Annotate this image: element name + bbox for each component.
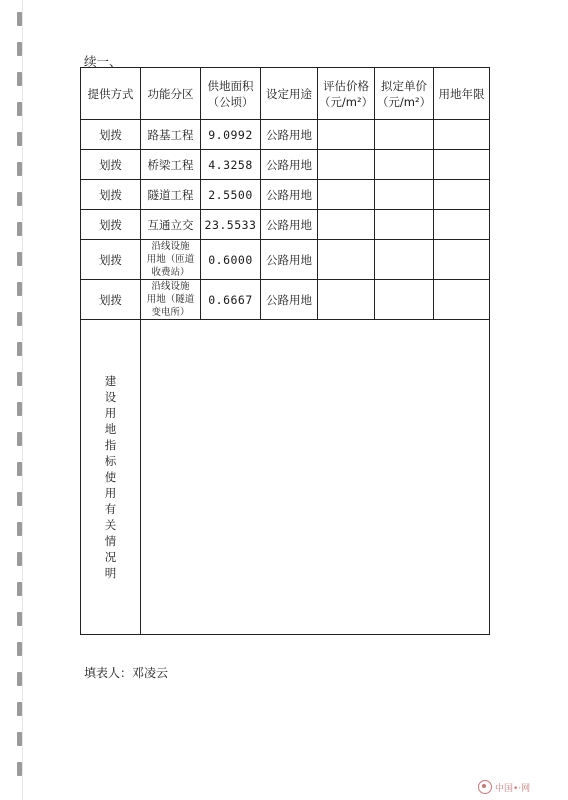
land-area-cell: 2.5500 (201, 180, 261, 210)
binding-hole-mark (17, 402, 22, 416)
notes-label-char: 用 (104, 486, 117, 500)
binding-hole-mark (17, 582, 22, 596)
binding-hole-mark (17, 42, 22, 56)
unit-price-cell (375, 280, 434, 320)
planned-use-cell: 公路用地 (261, 180, 318, 210)
column-header (434, 68, 490, 120)
notes-label-char: 标 (104, 454, 117, 468)
column-header-line: （元/m²） (376, 94, 432, 109)
binding-hole-mark (17, 342, 22, 356)
supply-method-cell: 划拨 (81, 210, 141, 240)
valuation-price-cell (318, 180, 375, 210)
land-area-cell: 0.6000 (201, 240, 261, 280)
binding-hole-mark (17, 462, 22, 476)
notes-label-char: 建 (104, 374, 117, 388)
land-term-cell (434, 210, 490, 240)
binding-hole-mark (17, 222, 22, 236)
notes-label-char: 指 (104, 438, 117, 452)
continuation-label: 续一、 (84, 54, 122, 69)
notes-label-char: 有 (104, 502, 117, 516)
binding-holes (14, 0, 26, 800)
land-term-cell (434, 150, 490, 180)
column-header-line: 评估价格 (323, 78, 369, 93)
planned-use-cell: 公路用地 (261, 240, 318, 280)
land-supply-table (80, 67, 490, 635)
function-zone-cell (141, 120, 201, 150)
notes-label-char: 地 (104, 422, 117, 436)
notes-content (141, 320, 490, 635)
function-zone-line: 沿线设施 (151, 241, 190, 252)
planned-use-cell: 公路用地 (261, 150, 318, 180)
land-term-cell (434, 180, 490, 210)
binding-hole-mark (17, 12, 22, 26)
land-area-cell: 4.3258 (201, 150, 261, 180)
notes-label-char: 情 (104, 534, 117, 548)
column-header-line: （公顷） (207, 94, 254, 109)
notes-label (81, 320, 141, 635)
binding-hole-mark (17, 162, 22, 176)
column-header-line: 设定用途 (266, 86, 312, 101)
function-zone-line: 用地（匝道 (146, 254, 195, 265)
table-row (81, 120, 490, 150)
column-header-line: 拟定单价 (381, 78, 427, 93)
binding-hole-mark (17, 192, 22, 206)
land-area-cell: 9.0992 (201, 120, 261, 150)
function-zone-line: 桥梁工程 (147, 157, 194, 172)
supply-method-cell: 划拨 (81, 150, 141, 180)
land-term-cell (434, 280, 490, 320)
table-row (81, 280, 490, 320)
filler-line (84, 664, 168, 681)
function-zone-line: 变电所） (151, 307, 190, 318)
column-header-line: 供地面积 (207, 78, 254, 93)
function-zone-cell (141, 240, 201, 280)
unit-price-cell (375, 240, 434, 280)
notes-label-char: 况 (104, 550, 117, 564)
watermark-text: 中国•·网 (495, 783, 531, 794)
land-term-cell (434, 120, 490, 150)
column-header-line: 功能分区 (147, 86, 194, 101)
column-header-line: 用地年限 (438, 86, 485, 101)
binding-hole-mark (17, 702, 22, 716)
table-row (81, 240, 490, 280)
function-zone-line: 路基工程 (147, 127, 194, 142)
binding-hole-mark (17, 642, 22, 656)
land-term-cell (434, 240, 490, 280)
binding-hole-mark (17, 282, 22, 296)
planned-use-cell: 公路用地 (261, 280, 318, 320)
binding-hole-mark (17, 552, 22, 566)
column-header (318, 68, 375, 120)
column-header-line: 提供方式 (87, 86, 134, 101)
valuation-price-cell (318, 240, 375, 280)
function-zone-cell (141, 150, 201, 180)
function-zone-line: 收费站） (151, 267, 190, 278)
filler-name: 邓凌云 (132, 666, 169, 680)
binding-hole-mark (17, 522, 22, 536)
column-header (375, 68, 434, 120)
binding-hole-mark (17, 492, 22, 506)
filler-label: 填表人： (84, 666, 133, 680)
notes-row (81, 320, 490, 635)
valuation-price-cell (318, 210, 375, 240)
binding-hole-mark (17, 72, 22, 86)
land-area-cell: 23.5533 (201, 210, 261, 240)
function-zone-cell (141, 280, 201, 320)
function-zone-line: 隧道工程 (147, 187, 194, 202)
table-row (81, 210, 490, 240)
column-header-line: （元/m²） (318, 94, 374, 109)
binding-hole-mark (17, 132, 22, 146)
supply-method-cell: 划拨 (81, 120, 141, 150)
column-header (81, 68, 141, 120)
function-zone-line: 用地（隧道 (146, 294, 195, 305)
unit-price-cell (375, 120, 434, 150)
notes-label-char: 明 (104, 566, 117, 580)
function-zone-cell (141, 180, 201, 210)
supply-method-cell: 划拨 (81, 240, 141, 280)
notes-label-char: 用 (104, 406, 117, 420)
column-header (201, 68, 261, 120)
notes-label-char: 使 (104, 470, 117, 484)
binding-hole-mark (17, 312, 22, 326)
binding-hole-mark (17, 612, 22, 626)
unit-price-cell (375, 210, 434, 240)
unit-price-cell (375, 180, 434, 210)
valuation-price-cell (318, 120, 375, 150)
supply-method-cell: 划拨 (81, 180, 141, 210)
table-row (81, 180, 490, 210)
binding-hole-mark (17, 762, 22, 776)
column-header (261, 68, 318, 120)
function-zone-line: 互通立交 (147, 217, 194, 232)
binding-hole-mark (17, 672, 22, 686)
planned-use-cell: 公路用地 (261, 210, 318, 240)
notes-label-char: 设 (104, 390, 117, 404)
valuation-price-cell (318, 280, 375, 320)
function-zone-line: 沿线设施 (151, 281, 190, 292)
table-header-row (81, 68, 490, 120)
site-watermark (478, 780, 530, 794)
binding-hole-mark (17, 372, 22, 386)
valuation-price-cell (318, 150, 375, 180)
function-zone-cell (141, 210, 201, 240)
binding-hole-mark (17, 732, 22, 746)
column-header (141, 68, 201, 120)
binding-hole-mark (17, 252, 22, 266)
land-area-cell: 0.6667 (201, 280, 261, 320)
supply-method-cell: 划拨 (81, 280, 141, 320)
binding-hole-mark (17, 102, 22, 116)
table-row (81, 150, 490, 180)
notes-label-char: 关 (104, 518, 117, 532)
seal-icon (478, 780, 492, 794)
unit-price-cell (375, 150, 434, 180)
planned-use-cell: 公路用地 (261, 120, 318, 150)
binding-hole-mark (17, 432, 22, 446)
